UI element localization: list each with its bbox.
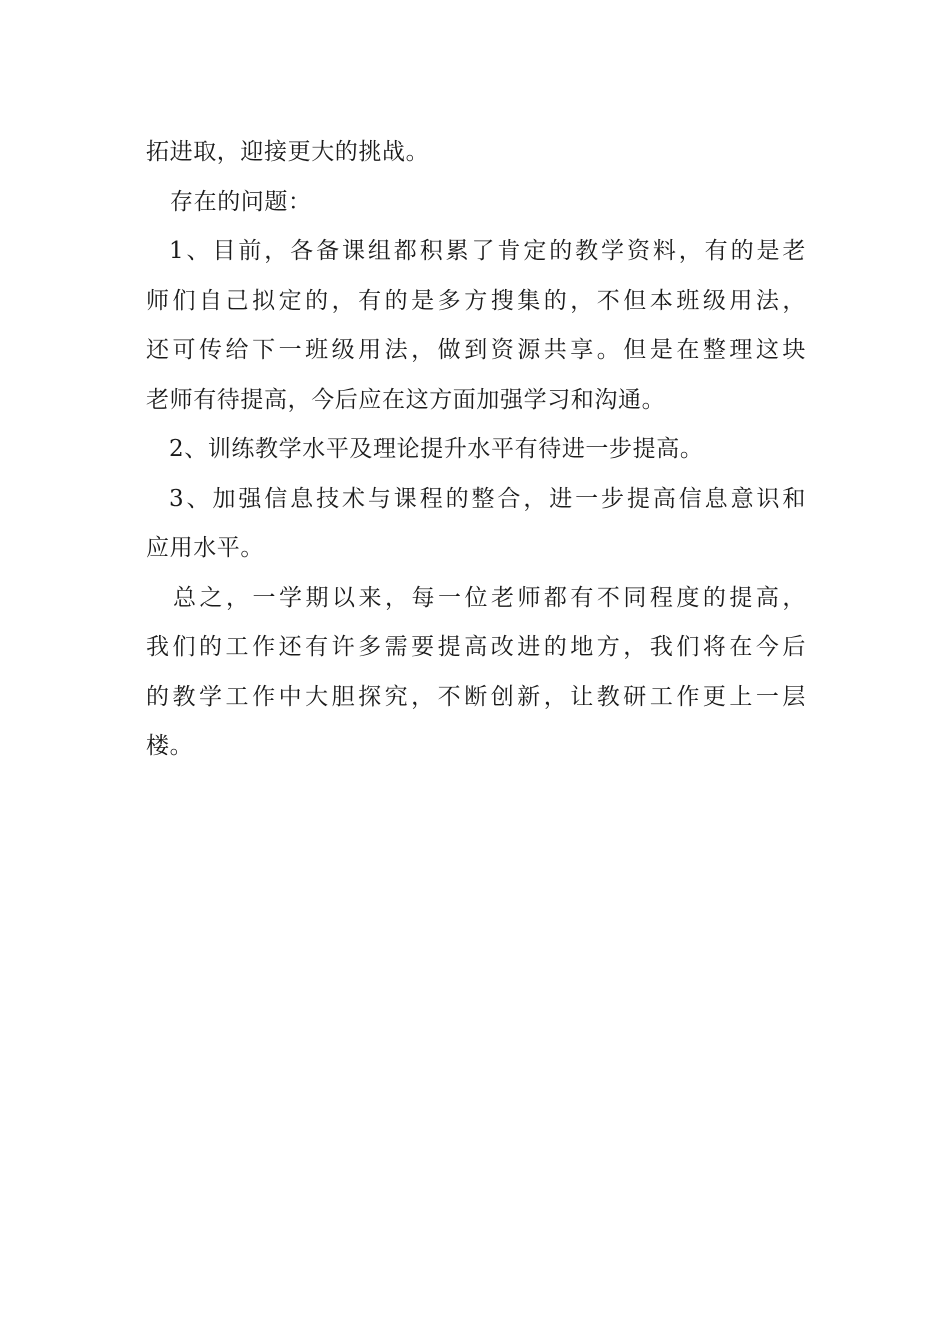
paragraph-line: 拓进取，迎接更大的挑战。 [146,139,430,165]
paragraph-line: 总之，一学期以来，每一位老师都有不同程度的提高， [173,584,806,611]
paragraph-line: 还可传给下一班级用法，做到资源共享。但是在整理这块 [146,337,806,363]
paragraph-line: 应用水平。 [146,535,264,561]
section-heading-problems: 存在的问题： [170,188,312,215]
paragraph-line: 楼。 [146,733,194,759]
paragraph-line: 2、训练教学水平及理论提升水平有待进一步提高。 [169,436,704,462]
document-body [146,128,806,772]
paragraph-line: 我们的工作还有许多需要提高改进的地方，我们将在今后 [146,634,806,660]
paragraph-line: 师们自己拟定的，有的是多方搜集的，不但本班级用法， [146,287,806,314]
paragraph-line: 的教学工作中大胆探究，不断创新，让教研工作更上一层 [146,683,806,710]
paragraph-line: 1、目前，各备课组都积累了肯定的教学资料，有的是老 [169,238,806,264]
paragraph-line: 老师有待提高，今后应在这方面加强学习和沟通。 [146,386,666,413]
paragraph-line: 3、加强信息技术与课程的整合，进一步提高信息意识和 [169,485,806,512]
